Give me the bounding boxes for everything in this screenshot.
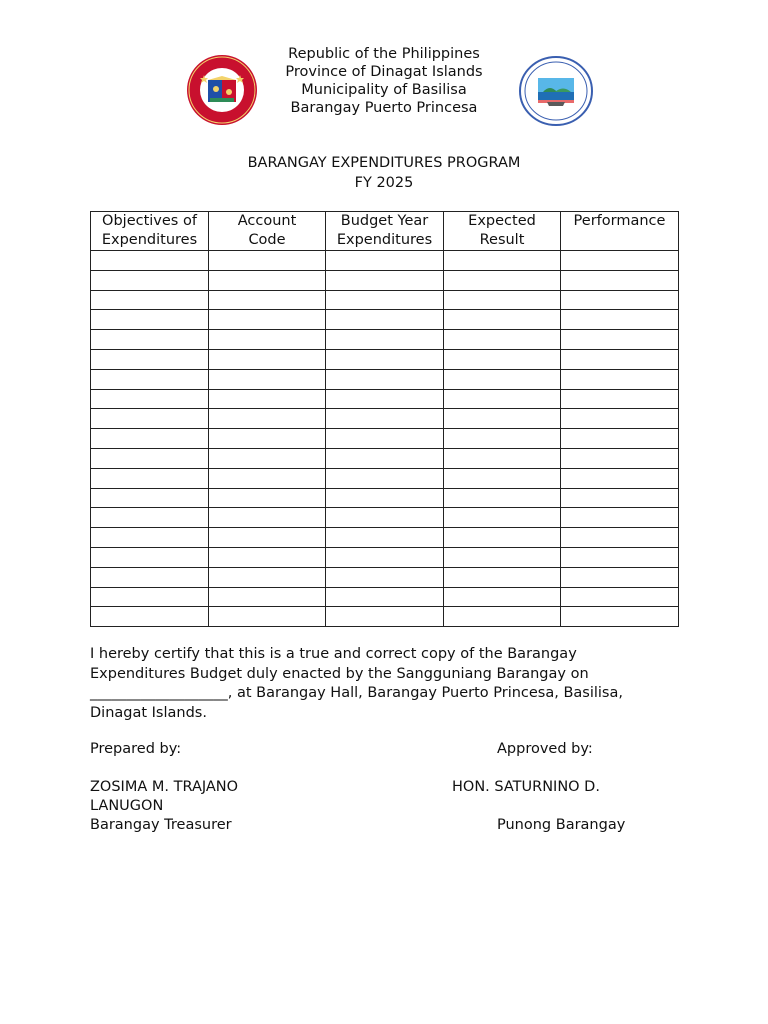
table-row xyxy=(91,429,679,449)
table-cell xyxy=(561,508,679,528)
table-cell xyxy=(561,528,679,548)
table-cell xyxy=(209,310,326,330)
table-cell xyxy=(91,310,209,330)
header-budget-line1: Budget Year xyxy=(340,213,429,229)
table-cell xyxy=(91,251,209,271)
table-cell xyxy=(444,310,561,330)
table-cell xyxy=(326,290,444,310)
barangay-seal-icon xyxy=(519,56,593,126)
table-row xyxy=(91,567,679,587)
table-row xyxy=(91,587,679,607)
preparer-name: ZOSIMA M. TRAJANO xyxy=(90,779,239,795)
table-row xyxy=(91,270,679,290)
table-cell xyxy=(444,448,561,468)
table-row xyxy=(91,330,679,350)
table-cell xyxy=(326,547,444,567)
table-cell xyxy=(91,429,209,449)
table-cell xyxy=(444,528,561,548)
header-budget-line2: Expenditures xyxy=(336,232,433,248)
table-cell xyxy=(326,310,444,330)
table-cell xyxy=(561,251,679,271)
table-cell xyxy=(91,508,209,528)
letterhead-barangay: Barangay Puerto Princesa xyxy=(290,100,478,116)
table-row xyxy=(91,607,679,627)
table-header-row xyxy=(91,212,679,251)
table-cell xyxy=(444,330,561,350)
table-cell xyxy=(326,567,444,587)
table-cell xyxy=(209,448,326,468)
table-cell xyxy=(561,587,679,607)
table-cell xyxy=(561,488,679,508)
table-cell xyxy=(91,547,209,567)
table-cell xyxy=(444,468,561,488)
header-account-line1: Account xyxy=(237,213,297,229)
header-expected-result xyxy=(444,212,561,251)
table-cell xyxy=(444,369,561,389)
table-cell xyxy=(209,290,326,310)
certification-paragraph xyxy=(90,645,680,723)
table-cell xyxy=(91,567,209,587)
approver-title: Punong Barangay xyxy=(497,817,626,833)
table-cell xyxy=(326,488,444,508)
preparer-title: Barangay Treasurer xyxy=(90,817,232,833)
table-cell xyxy=(444,587,561,607)
header-performance-line1: Performance xyxy=(573,213,666,229)
header-performance xyxy=(561,212,679,251)
header-account-line2: Code xyxy=(248,232,286,248)
table-cell xyxy=(209,389,326,409)
table-cell xyxy=(91,290,209,310)
table-cell xyxy=(91,330,209,350)
letterhead-province: Province of Dinagat Islands xyxy=(285,64,483,80)
table-row xyxy=(91,251,679,271)
header-objectives-line2: Expenditures xyxy=(101,232,198,248)
approver-name-continued: LANUGON xyxy=(90,798,164,814)
table-cell xyxy=(326,587,444,607)
table-cell xyxy=(91,409,209,429)
table-cell xyxy=(91,488,209,508)
table-cell xyxy=(91,349,209,369)
table-cell xyxy=(209,488,326,508)
certification-line: Expenditures Budget duly enacted by the Sangguniang Barangay on xyxy=(90,665,589,682)
table-cell xyxy=(209,547,326,567)
table-cell xyxy=(326,528,444,548)
certification-line: Dinagat Islands. xyxy=(90,704,207,721)
certification-line: I hereby certify that this is a true and correct copy of the Barangay xyxy=(90,646,577,662)
table-cell xyxy=(209,369,326,389)
table-cell xyxy=(561,567,679,587)
table-cell xyxy=(444,270,561,290)
table-cell xyxy=(561,389,679,409)
table-cell xyxy=(561,349,679,369)
table-cell xyxy=(561,369,679,389)
table-cell xyxy=(91,389,209,409)
table-row xyxy=(91,389,679,409)
expenditures-table xyxy=(90,211,679,627)
table-cell xyxy=(209,349,326,369)
table-cell xyxy=(326,607,444,627)
table-row xyxy=(91,468,679,488)
table-body xyxy=(91,251,679,627)
table-cell xyxy=(209,567,326,587)
table-cell xyxy=(561,429,679,449)
table-cell xyxy=(561,409,679,429)
table-cell xyxy=(326,448,444,468)
table-cell xyxy=(326,409,444,429)
table-cell xyxy=(561,607,679,627)
header-account-code xyxy=(209,212,326,251)
table-cell xyxy=(209,468,326,488)
fiscal-year: FY 2025 xyxy=(354,175,414,191)
table-cell xyxy=(444,251,561,271)
approver-name: HON. SATURNINO D. xyxy=(452,779,600,795)
table-cell xyxy=(444,488,561,508)
table-row xyxy=(91,310,679,330)
letterhead-municipality: Municipality of Basilisa xyxy=(301,82,467,98)
table-cell xyxy=(561,310,679,330)
table-cell xyxy=(561,270,679,290)
table-cell xyxy=(209,587,326,607)
table-cell xyxy=(91,270,209,290)
table-cell xyxy=(326,369,444,389)
table-row xyxy=(91,528,679,548)
table-row xyxy=(91,290,679,310)
table-cell xyxy=(561,468,679,488)
header-expected-line1: Expected xyxy=(468,213,536,229)
table-row xyxy=(91,369,679,389)
letterhead xyxy=(0,45,768,117)
table-row xyxy=(91,409,679,429)
table-cell xyxy=(561,330,679,350)
table-cell xyxy=(561,290,679,310)
table-cell xyxy=(561,448,679,468)
table-cell xyxy=(561,547,679,567)
table-cell xyxy=(209,429,326,449)
table-cell xyxy=(326,330,444,350)
table-row xyxy=(91,349,679,369)
letterhead-republic: Republic of the Philippines xyxy=(288,46,480,62)
header-objectives xyxy=(91,212,209,251)
table-cell xyxy=(444,607,561,627)
table-cell xyxy=(91,448,209,468)
table-cell xyxy=(91,607,209,627)
table-cell xyxy=(444,429,561,449)
table-cell xyxy=(444,290,561,310)
table-cell xyxy=(209,330,326,350)
header-budget-year xyxy=(326,212,444,251)
header-expected-line2: Result xyxy=(479,232,525,248)
table-cell xyxy=(91,369,209,389)
document-title-block xyxy=(0,153,768,193)
table-cell xyxy=(91,468,209,488)
approved-by-label: Approved by: xyxy=(497,741,593,757)
table-cell xyxy=(209,607,326,627)
table-cell xyxy=(326,251,444,271)
table-row xyxy=(91,488,679,508)
table-cell xyxy=(209,251,326,271)
table-cell xyxy=(326,389,444,409)
table-cell xyxy=(326,429,444,449)
table-cell xyxy=(444,349,561,369)
prepared-by-label: Prepared by: xyxy=(90,741,182,757)
table-row xyxy=(91,508,679,528)
table-cell xyxy=(326,349,444,369)
table-cell xyxy=(91,528,209,548)
table-cell xyxy=(326,468,444,488)
table-cell xyxy=(209,409,326,429)
table-row xyxy=(91,547,679,567)
table-cell xyxy=(444,547,561,567)
table-cell xyxy=(444,567,561,587)
table-cell xyxy=(326,508,444,528)
table-cell xyxy=(444,508,561,528)
table-row xyxy=(91,448,679,468)
document-title: BARANGAY EXPENDITURES PROGRAM xyxy=(247,155,521,171)
table-cell xyxy=(91,587,209,607)
table-cell xyxy=(209,528,326,548)
table-cell xyxy=(209,508,326,528)
table-cell xyxy=(326,270,444,290)
table-cell xyxy=(209,270,326,290)
certification-line: ___________________, at Barangay Hall, Barangay Puerto Princesa, Basilisa, xyxy=(90,685,623,701)
table-cell xyxy=(444,389,561,409)
table-cell xyxy=(444,409,561,429)
header-objectives-line1: Objectives of xyxy=(102,213,197,229)
